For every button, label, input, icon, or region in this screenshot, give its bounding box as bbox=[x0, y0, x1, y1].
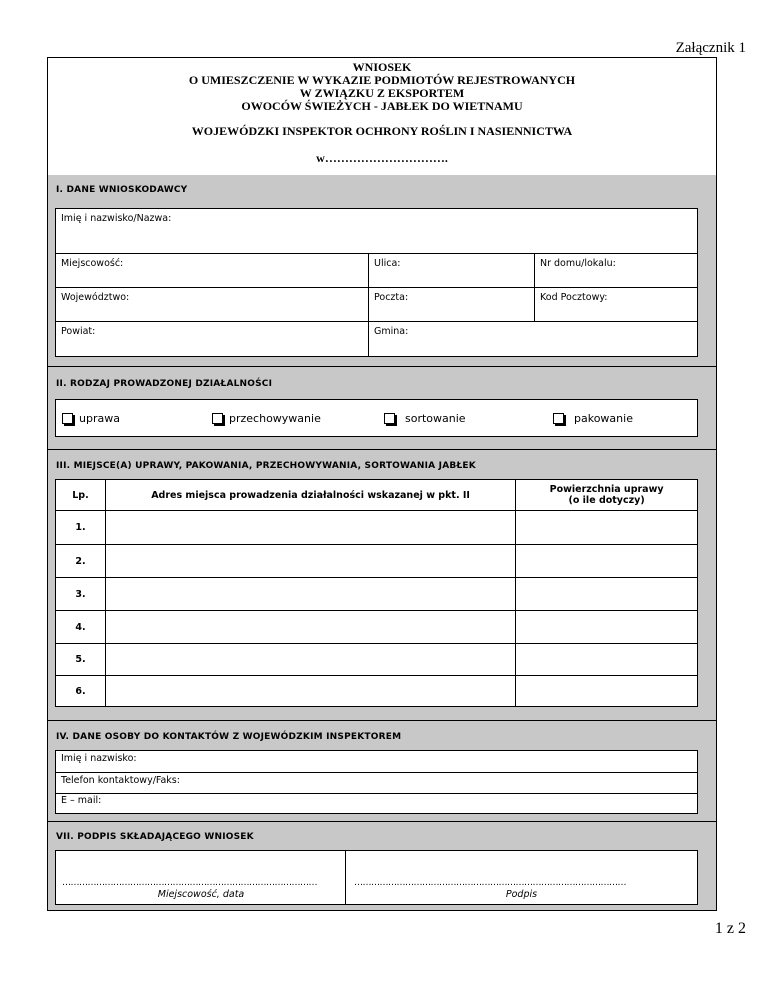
section-applicant bbox=[48, 175, 716, 367]
row-number: 5. bbox=[56, 644, 106, 676]
contact-fields bbox=[55, 750, 698, 814]
city-field-label: Miejscowość: bbox=[61, 258, 124, 269]
contact-phone-field[interactable] bbox=[56, 773, 697, 794]
table-row bbox=[56, 644, 698, 676]
activity-options bbox=[55, 399, 698, 437]
checkbox-sortowanie[interactable] bbox=[384, 412, 466, 425]
form-header bbox=[48, 58, 716, 176]
table-row bbox=[56, 611, 698, 644]
table-row bbox=[56, 545, 698, 578]
voivodeship-field-label: Województwo: bbox=[61, 292, 130, 303]
row-number: 1. bbox=[56, 511, 106, 545]
column-header-area-line1: Powierzchnia uprawy bbox=[549, 484, 664, 495]
postcode-field-label: Kod Pocztowy: bbox=[540, 292, 608, 303]
checkbox-pakowanie[interactable] bbox=[553, 412, 633, 425]
address-cell[interactable] bbox=[105, 578, 515, 611]
table-row bbox=[56, 676, 698, 707]
contact-name-field[interactable] bbox=[56, 751, 697, 773]
area-cell[interactable] bbox=[516, 644, 698, 676]
checkbox-icon[interactable] bbox=[62, 413, 73, 424]
checkbox-label: uprawa bbox=[79, 412, 120, 425]
signature-field[interactable] bbox=[346, 851, 697, 904]
column-header-lp: Lp. bbox=[56, 480, 106, 511]
street-field[interactable] bbox=[369, 254, 535, 288]
city-field[interactable] bbox=[56, 254, 369, 288]
name-field[interactable] bbox=[56, 209, 697, 254]
section-activity-type bbox=[48, 367, 716, 450]
post-office-field[interactable] bbox=[369, 288, 535, 322]
house-number-field-label: Nr domu/lokalu: bbox=[540, 258, 616, 269]
application-form bbox=[47, 57, 717, 911]
postcode-field[interactable] bbox=[535, 288, 697, 322]
commune-field-label: Gmina: bbox=[374, 326, 409, 337]
checkbox-icon[interactable] bbox=[384, 413, 395, 424]
annex-label: Załącznik 1 bbox=[675, 40, 746, 56]
area-cell[interactable] bbox=[516, 545, 698, 578]
county-field[interactable] bbox=[56, 322, 369, 356]
post-office-field-label: Poczta: bbox=[374, 292, 409, 303]
checkbox-uprawa[interactable] bbox=[62, 412, 120, 425]
signature-label: Podpis bbox=[505, 889, 538, 900]
row-number: 6. bbox=[56, 676, 106, 707]
name-field-label: Imię i nazwisko/Nazwa: bbox=[61, 213, 172, 224]
column-header-area bbox=[516, 480, 698, 511]
locations-table bbox=[55, 479, 698, 707]
page-number: 1 z 2 bbox=[714, 920, 746, 937]
table-row bbox=[56, 511, 698, 545]
inspector-heading: WOJEWÓDZKI INSPEKTOR OCHRONY ROŚLIN I NASIENNICTWA bbox=[191, 124, 573, 138]
section-locations bbox=[48, 450, 716, 721]
address-cell[interactable] bbox=[105, 545, 515, 578]
section-title: I. DANE WNIOSKODAWCY bbox=[56, 185, 188, 195]
checkbox-label: przechowywanie bbox=[229, 412, 321, 425]
applicant-fields bbox=[55, 208, 698, 357]
address-cell[interactable] bbox=[105, 611, 515, 644]
county-field-label: Powiat: bbox=[61, 326, 96, 337]
checkbox-icon[interactable] bbox=[553, 413, 564, 424]
area-cell[interactable] bbox=[516, 611, 698, 644]
place-date-field[interactable] bbox=[56, 851, 346, 904]
section-contact-person bbox=[48, 721, 716, 822]
voivodeship-field[interactable] bbox=[56, 288, 369, 322]
form-title-line2: O UMIESZCZENIE W WYKAZIE PODMIOTÓW REJESTROWANYCH bbox=[188, 73, 576, 87]
address-cell[interactable] bbox=[105, 676, 515, 707]
section-title: II. RODZAJ PROWADZONEJ DZIAŁALNOŚCI bbox=[56, 379, 273, 389]
contact-name-label: Imię i nazwisko: bbox=[61, 753, 137, 764]
row-number: 3. bbox=[56, 578, 106, 611]
form-title: WNIOSEK bbox=[352, 60, 412, 74]
row-number: 4. bbox=[56, 611, 106, 644]
contact-email-label: E – mail: bbox=[61, 795, 102, 806]
form-title-line4: OWOCÓW ŚWIEŻYCH - JABŁEK DO WIETNAMU bbox=[241, 99, 523, 113]
signature-dotted-line: …………………………………………………………………………………… bbox=[354, 878, 626, 888]
address-cell[interactable] bbox=[105, 511, 515, 545]
area-cell[interactable] bbox=[516, 578, 698, 611]
signature-fields bbox=[55, 850, 698, 905]
area-cell[interactable] bbox=[516, 676, 698, 707]
commune-field[interactable] bbox=[369, 322, 697, 356]
form-title-line3: W ZWIĄZKU Z EKSPORTEM bbox=[299, 86, 465, 100]
inspector-location-line: w…………………………. bbox=[316, 151, 448, 165]
column-header-area-line2: (o ile dotyczy) bbox=[568, 495, 645, 506]
row-number: 2. bbox=[56, 545, 106, 578]
place-date-dotted-line: ……………………………………………………………………………… bbox=[62, 878, 317, 888]
section-title: VII. PODPIS SKŁADAJĄCEGO WNIOSEK bbox=[56, 832, 254, 842]
contact-phone-label: Telefon kontaktowy/Faks: bbox=[61, 775, 180, 786]
place-date-label: Miejscowość, data bbox=[157, 889, 245, 900]
section-title: IV. DANE OSOBY DO KONTAKTÓW Z WOJEWÓDZKIM INSPEKTOREM bbox=[56, 732, 402, 742]
column-header-address: Adres miejsca prowadzenia działalności wskazanej w pkt. II bbox=[105, 480, 515, 511]
contact-email-field[interactable] bbox=[56, 794, 697, 813]
street-field-label: Ulica: bbox=[374, 258, 401, 269]
checkbox-icon[interactable] bbox=[212, 413, 223, 424]
address-cell[interactable] bbox=[105, 644, 515, 676]
section-title: III. MIEJSCE(A) UPRAWY, PAKOWANIA, PRZECHOWYWANIA, SORTOWANIA JABŁEK bbox=[56, 461, 476, 471]
checkbox-przechowywanie[interactable] bbox=[212, 412, 321, 425]
area-cell[interactable] bbox=[516, 511, 698, 545]
section-signature bbox=[48, 822, 716, 910]
table-row bbox=[56, 578, 698, 611]
table-header-row bbox=[56, 480, 698, 511]
house-number-field[interactable] bbox=[535, 254, 697, 288]
checkbox-label: sortowanie bbox=[405, 412, 466, 425]
checkbox-label: pakowanie bbox=[574, 412, 633, 425]
